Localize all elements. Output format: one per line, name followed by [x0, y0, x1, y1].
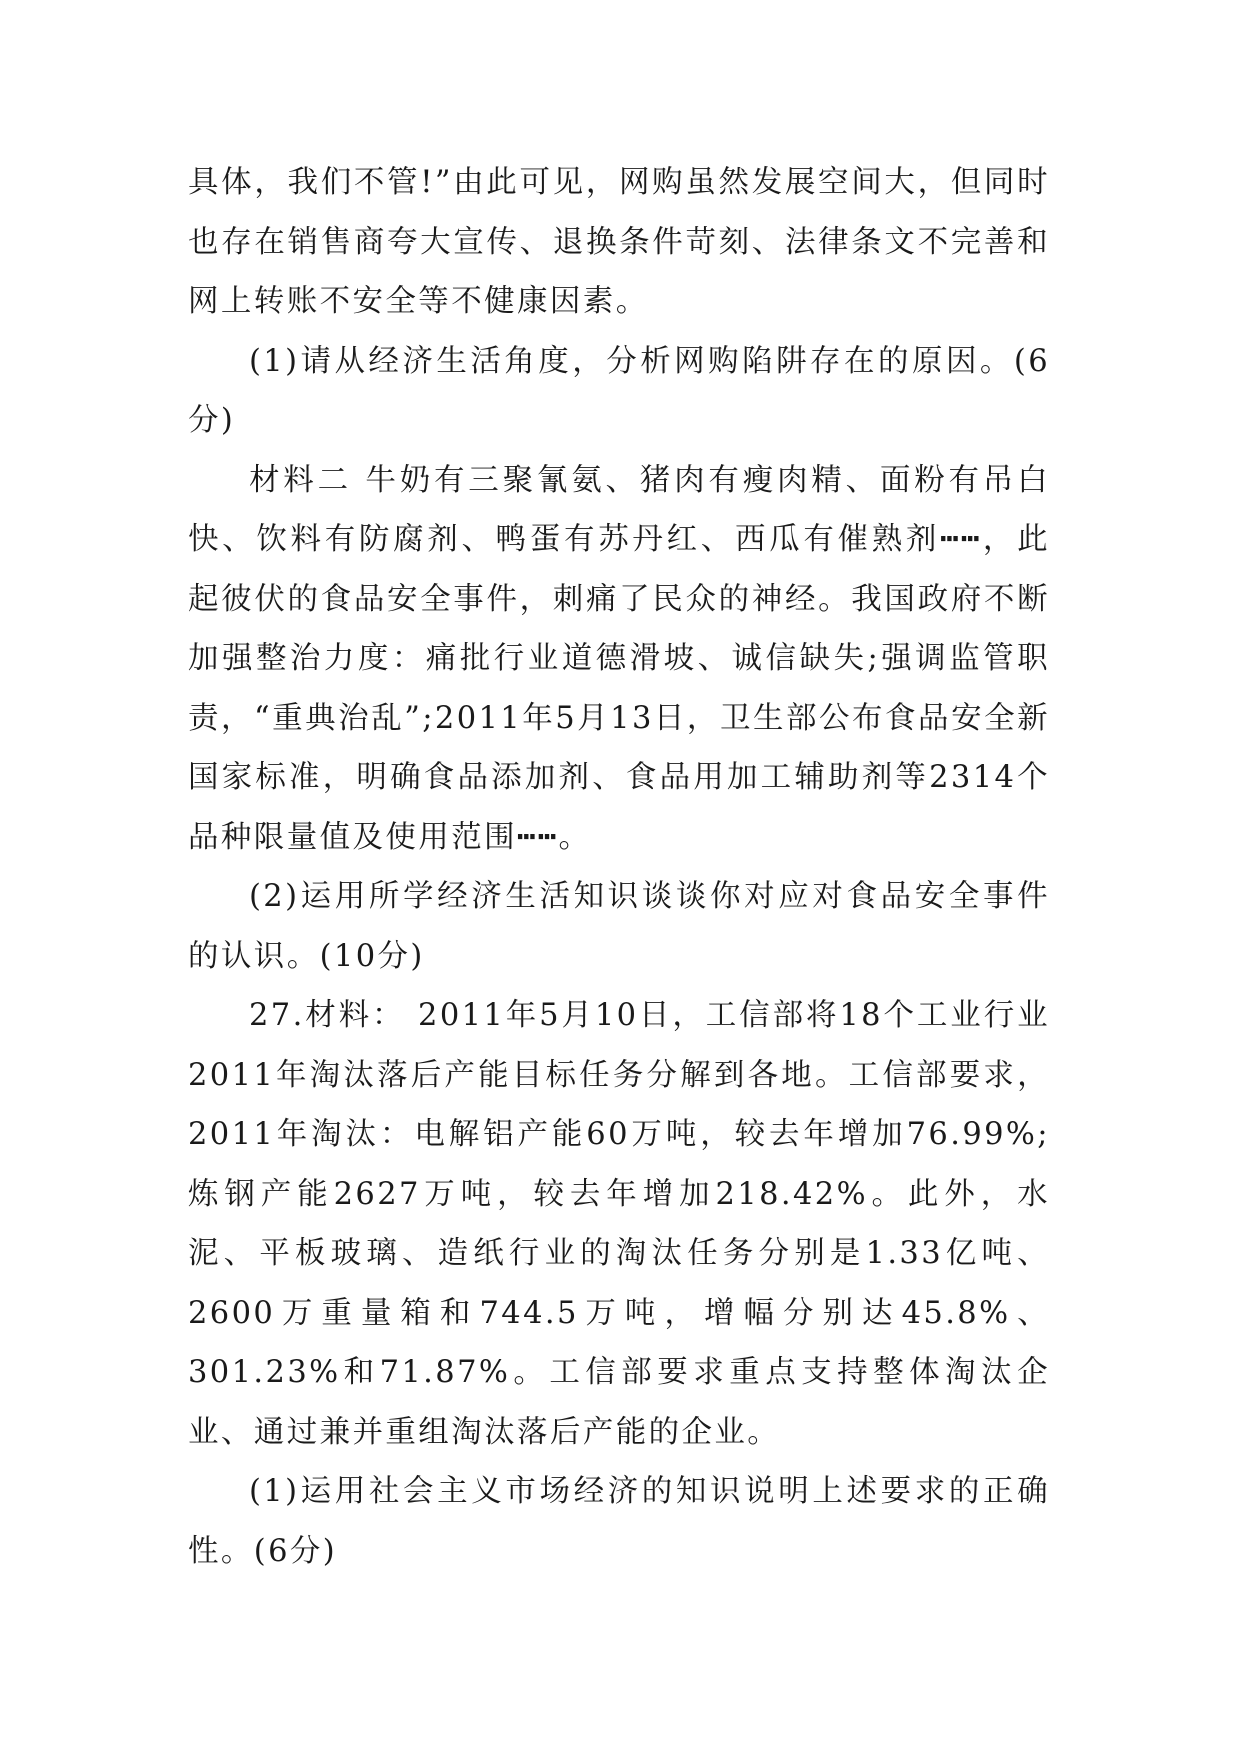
paragraph-question-27-material: 27.材料： 2011年5月10日，工信部将18个工业行业2011年淘汰落后产能目标任务分解到各地。工信部要求，2011年淘汰：电解铝产能60万吨，较去年增加76.99%;炼钢产能2627万吨，较去年增加218.42%。此外，水泥、平板玻璃、造纸行业的淘汰任务分别是1.33亿吨、2600万重量箱和744.5万吨，增幅分别达45.8%、301.23%和71.87%。工信部要求重点支持整体淘汰企业、通过兼并重组淘汰落后产能的企业。: [188, 998, 1050, 1450]
document-body: [188, 153, 1050, 1581]
question-27-1-market-economy: (1)运用社会主义市场经济的知识说明上述要求的正确性。(6分): [188, 1474, 1050, 1569]
paragraph-online-shopping-conclusion: 具体，我们不管!”由此可见，网购虽然发展空间大，但同时也存在销售商夸大宣传、退换条件苛刻、法律条文不完善和网上转账不安全等不健康因素。: [188, 165, 1050, 319]
question-1-online-shopping: (1)请从经济生活角度，分析网购陷阱存在的原因。(6分): [188, 343, 1050, 438]
paragraph-material-two-food-safety: 材料二 牛奶有三聚氰氨、猪肉有瘦肉精、面粉有吊白快、饮料有防腐剂、鸭蛋有苏丹红、西瓜有催熟剂┅┅，此起彼伏的食品安全事件，刺痛了民众的神经。我国政府不断加强整治力度：痛批行业道德滑坡、诚信缺失;强调监管职责，“重典治乱”;2011年5月13日，卫生部公布食品安全新国家标准，明确食品添加剂、食品用加工辅助剂等2314个品种限量值及使用范围┅┅。: [188, 462, 1050, 855]
question-2-food-safety: (2)运用所学经济生活知识谈谈你对应对食品安全事件的认识。(10分): [188, 879, 1050, 974]
